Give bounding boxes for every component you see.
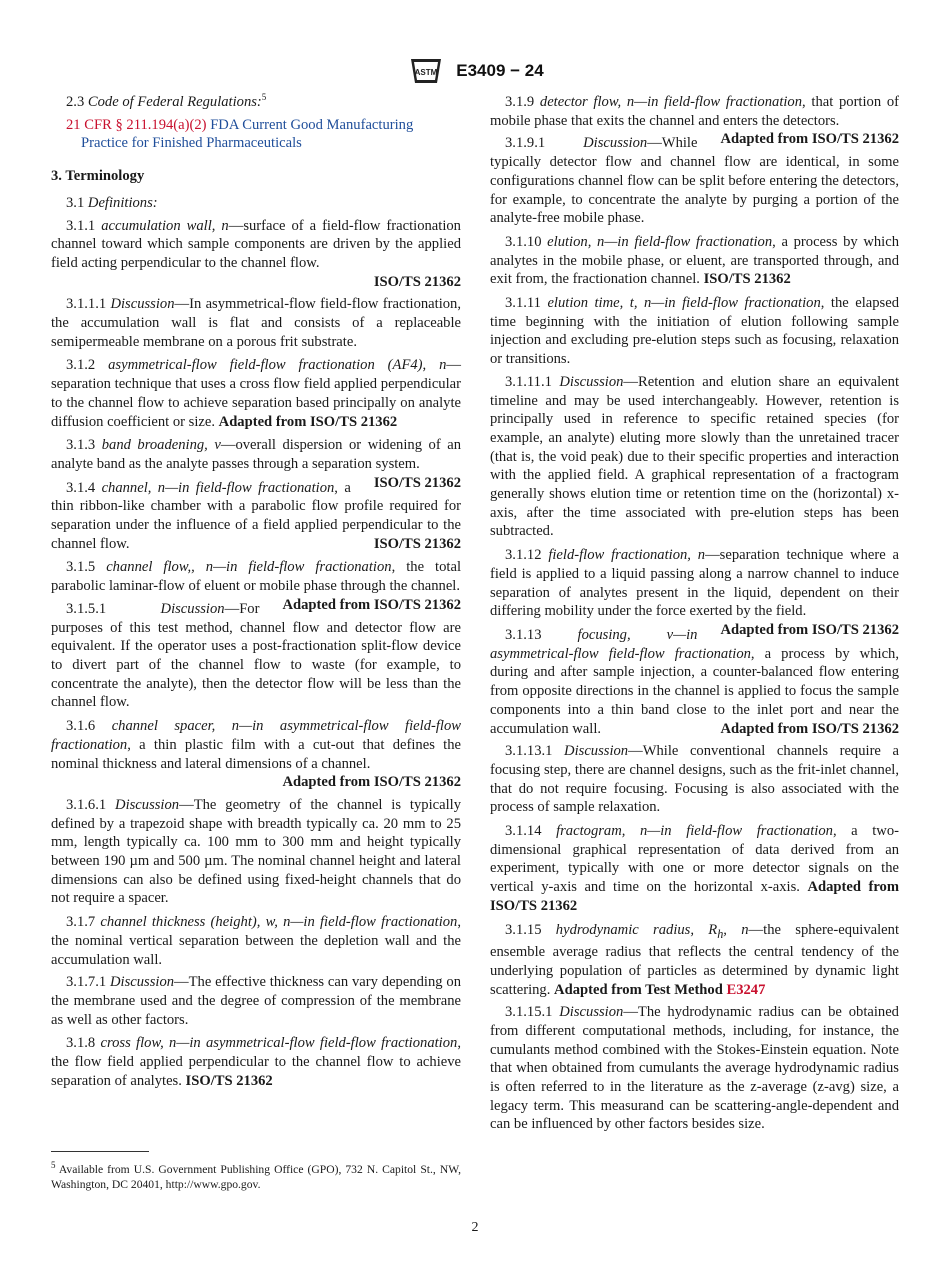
term-3-1-1: 3.1.1 accumulation wall, n—surface of a field-flow fractionation channel toward which sample components are driven by the applied field acting perpendicular to the channel flow. ISO/TS 21362 <box>51 217 461 290</box>
cfr-reference[interactable] <box>51 116 461 153</box>
svg-text:ASTM: ASTM <box>414 68 438 77</box>
discussion-3-1-9-1: 3.1.9.1 Discussion—While typically detector flow and channel flow are identical, in some configurations channel flow can be split before entering the detectors, for example, to concentrate the analyte by purging a portion of the analyte-free mobile phase. <box>490 135 899 227</box>
discussion-3-1-15-1: 3.1.15.1 Discussion—The hydrodynamic radius can be obtained from different computational methods, including, for instance, the cumulants method combined with the Stokes-Einstein equation. Note that when obtained from cumulants the average hydrodynamic radius is often referred to in the literature as the z-average (z-avg) size, a legacy term. This measurand can be scattering-angle-dependent and can be influenced by other factors besides size. <box>490 1004 899 1133</box>
footnote-5: $^5$ Available from U.S. Government Publishing Office (GPO), 732 N. Capitol St., NW, Washington, DC 20401, http://www.gpo.gov. <box>51 1160 461 1191</box>
term-3-1-9: 3.1.9 detector flow, n—in field-flow fractionation, that portion of mobile phase that exits the channel and enters the detectors. Adapted from ISO/TS 21362 <box>490 94 899 148</box>
left-column <box>51 93 461 1094</box>
document-designation: E3409 − 24 <box>456 61 544 80</box>
term-3-1-12: 3.1.12 field-flow fractionation, n—separation technique where a field is applied to a liquid passing along a narrow channel to induce separation of analytes present in the liquid, dependent on their differing mobility under the force exerted by the field. Adapted from ISO/TS 21362 <box>490 547 899 638</box>
term-3-1-14: 3.1.14 fractogram, n—in field-flow fractionation, a two-dimensional graphical representation of data derived from an experiment, typically with one or more detector signals on the vertical y-axis and time on the horizontal x-axis. Adapted from ISO/TS 21362 <box>490 823 899 914</box>
term-3-1-7: 3.1.7 channel thickness (height), w, n—in field-flow fractionation, the nominal vertical separation between the depletion wall and the accumulation wall. <box>51 914 462 968</box>
section-heading-terminology: 3. Terminology <box>51 168 145 185</box>
discussion-3-1-1-1: 3.1.1.1 Discussion—In asymmetrical-flow field-flow fractionation, the accumulation wall is flat and consists of a replaceable semipermeable membrane on a porous frit substrate. <box>51 296 461 350</box>
discussion-3-1-13-1: 3.1.13.1 Discussion—While conventional channels require a focusing step, there are channel designs, such as the frit-inlet channel, that do not require focusing. Focusing is also associated with the process of sample relaxation. <box>490 743 899 816</box>
cfr-link[interactable]: 21 CFR § 211.194(a)(2) <box>66 116 207 133</box>
right-column <box>490 93 899 1138</box>
term-3-1-10: 3.1.10 elution, n—in field-flow fractionation, a process by which analytes in the mobile phase, or eluent, are transported through, and exit from, the fractionation channel. ISO/TS 21362 <box>490 233 900 288</box>
astm-logo-icon <box>406 56 446 86</box>
term-3-1-8: 3.1.8 cross flow, n—in asymmetrical-flow field-flow fractionation, the flow field applied perpendicular to the channel flow to achieve separation of analytes. ISO/TS 21362 <box>51 1035 461 1089</box>
cfr-heading: 2.3 Code of Federal Regulations:$^5$ <box>66 92 267 110</box>
cfr-title-link[interactable]: FDA Current Good Manufacturing Practice for Finished Pharmaceuticals <box>81 116 414 152</box>
page-header <box>0 56 950 86</box>
discussion-3-1-11-1: 3.1.11.1 Discussion—Retention and elution share an equivalent timeline and may be used interchangeably. However, retention is principally used in reference to specific retained species (for example, an analyte) eluting more slowly than the unretained tracer (that is, the void peak) due to their specific properties and interaction with the applied field. A graphical representation of a fractogram generally shows elution time or retention time on the (horizontal) x-axis, after the time associated with pre-elution steps has been subtracted. <box>490 373 900 540</box>
discussion-3-1-7-1: 3.1.7.1 Discussion—The effective thickness can vary depending on the membrane used and the degree of compression of the membrane as well as other factors. <box>51 974 461 1028</box>
term-3-1-6: 3.1.6 channel spacer, n—in asymmetrical-flow field-flow fractionation, a thin plastic film with a cut-out that defines the nominal thickness and lateral dimensions of a channel. Adapted from ISO/TS 21362 <box>51 718 461 791</box>
term-3-1-11: 3.1.11 elution time, t, n—in field-flow fractionation, the elapsed time beginning with the initiation of elution following sample injection and excluding pre-elution steps such as focusing, relaxation or transitions. <box>490 295 899 368</box>
page-number: 2 <box>471 1220 479 1235</box>
term-3-1-4: 3.1.4 channel, n—in field-flow fractionation, a thin ribbon-like chamber with a parabolic flow profile required for separation under the influence of a field applied perpendicular to the channel flow. ISO/TS 21362 <box>51 479 461 552</box>
term-3-1-5: 3.1.5 channel flow,, n—in field-flow fractionation, the total parabolic laminar-flow of eluent or mobile phase through the channel. Adapted from ISO/TS 21362 <box>51 559 461 613</box>
definitions-heading: 3.1 Definitions: <box>66 194 158 211</box>
term-3-1-3: 3.1.3 band broadening, v—overall dispersion or widening of an analyte band as the analyte passes through a separation system. ISO/TS 21362 <box>51 437 461 491</box>
term-3-1-15: 3.1.15 hydrodynamic radius, $R_h$, n—the sphere-equivalent ensemble average radius that reflects the central tendency of the underlying population of particles as determined by dynamic light scattering. Adapted from Test Method E3247 <box>490 921 900 998</box>
discussion-3-1-6-1: 3.1.6.1 Discussion—The geometry of the channel is typically defined by a trapezoid shape with breadth typically ca. 20 mm to 25 mm, length typically ca. 100 mm to 300 mm and height typically between 190 µm and 500 µm. The nominal channel height and lateral dimensions can also be defined using fixed-height channels that do not require a spacer. <box>51 796 461 907</box>
footnote-divider <box>51 1151 149 1152</box>
discussion-3-1-5-1: 3.1.5.1 Discussion—For purposes of this test method, channel flow and detector flow are equivalent. If the operator uses a post-fractionation split-flow device to divert part of the channel flow to waste (for example, to concentrate the analyte), then the detector flow will be less than the channel flow. <box>51 600 461 711</box>
term-3-1-13: 3.1.13 focusing, v—in asymmetrical-flow field-flow fractionation, a process by which, during and after sample injection, a counter-balanced flow entering from opposite directions in the channel is applied to focus the sample components into a thin band close to the inlet port and near the accumulation wall. Adapted from ISO/TS 21362 <box>490 626 899 737</box>
term-3-1-2: 3.1.2 asymmetrical-flow field-flow fractionation (AF4), n—separation technique that uses a cross flow field applied perpendicular to the channel flow to achieve separation based principally on analyte diffusion coefficient or size. Adapted from ISO/TS 21362 <box>51 357 461 430</box>
e3247-link[interactable]: E3247 <box>726 981 766 998</box>
